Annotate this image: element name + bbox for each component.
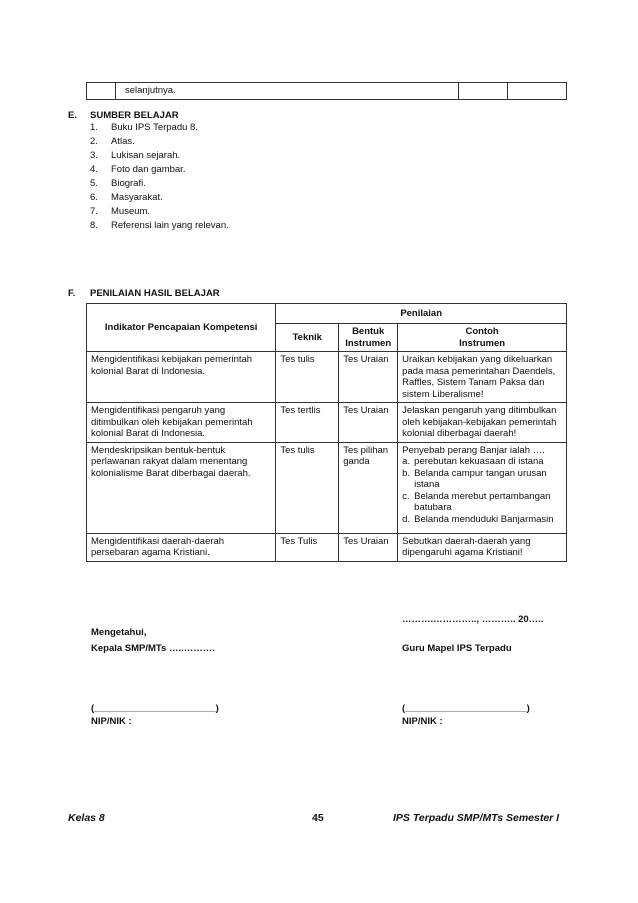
cell-teknik: Tes tulis (276, 442, 339, 533)
cell-contoh (398, 442, 567, 533)
list-item: 2. Atlas. (90, 136, 135, 147)
cell-bentuk: Tes Uraian (339, 403, 398, 443)
option-d: d. Belanda menduduki Banjarmasin (402, 513, 554, 525)
header-contoh: Contoh Instrumen (398, 324, 567, 352)
top-table-fragment (86, 82, 567, 100)
section-f-letter: F. (68, 288, 76, 299)
cell-indikator: Mengidentifikasi kebijakan pemerintah kolonial Barat di Indonesia. (87, 352, 276, 403)
list-item: 7. Museum. (90, 206, 151, 217)
section-e-title: SUMBER BELAJAR (90, 110, 179, 121)
cell-teknik: Tes Tulis (276, 533, 339, 561)
cell-teknik: Tes tulis (276, 352, 339, 403)
option-c: c. Belanda merebut pertambangan batubara (402, 490, 551, 513)
cell-indikator: Mendeskripsikan bentuk-bentuk perlawanan rakyat dalam menentang kolonialisme Barat diberbagai daerah. (87, 442, 276, 533)
cell-contoh: Jelaskan pengaruh yang ditimbulkan oleh kebijakan-kebijakan pemerintah kolonial diberbagai daerah! (398, 403, 567, 443)
top-cell-4 (508, 83, 567, 100)
place-date: ……….………….., ……….. 20….. (402, 614, 544, 625)
sign-right-name: (_______________________) (402, 703, 530, 714)
sign-left-nip: NIP/NIK : (91, 716, 132, 727)
table-row (87, 403, 567, 443)
top-cell-1 (87, 83, 116, 100)
section-e-letter: E. (68, 110, 77, 121)
cell-teknik: Tes tertlis (276, 403, 339, 443)
section-f-title: PENILAIAN HASIL BELAJAR (90, 288, 220, 299)
footer-right: IPS Terpadu SMP/MTs Semester I (393, 812, 560, 824)
sumber-belajar-list (90, 121, 229, 233)
header-bentuk: Bentuk Instrumen (339, 324, 398, 352)
list-item: 6. Masyarakat. (90, 192, 163, 203)
cell-bentuk: Tes Uraian (339, 533, 398, 561)
cell-indikator: Mengidentifikasi pengaruh yang ditimbulkan oleh kebijakan pemerintah kolonial Barat di Indonesia. (87, 403, 276, 443)
cell-bentuk: Tes Uraian (339, 352, 398, 403)
sign-left-line1: Mengetahui, (91, 627, 147, 638)
cell-contoh: Sebutkan daerah-daerah yang dipengaruhi agama Kristiani! (398, 533, 567, 561)
header-penilaian: Penilaian (276, 304, 567, 324)
table-row (87, 352, 567, 403)
option-a: a. perebutan kekuasaan di istana (402, 456, 544, 467)
header-teknik: Teknik (276, 324, 339, 352)
sign-right-nip: NIP/NIK : (402, 716, 443, 727)
question-text: Penyebab perang Banjar ialah …. (402, 444, 545, 456)
list-item: 8. Referensi lain yang relevan. (90, 220, 229, 231)
list-item: 5. Biografi. (90, 178, 146, 189)
top-cell-3 (459, 83, 508, 100)
sign-left-line2: Kepala SMP/MTs …..………. (91, 643, 215, 654)
footer-page-number: 45 (312, 812, 324, 824)
cell-bentuk: Tes pilihan ganda (339, 442, 398, 533)
cell-contoh: Uraikan kebijakan yang dikeluarkan pada masa pemerintahan Daendels, Raffles, Sistem Tanam Paksa dan sistem Liberalisme! (398, 352, 567, 403)
list-item: 3. Lukisan sejarah. (90, 150, 181, 161)
top-cell-text: selanjutnya. (116, 83, 459, 100)
sign-right-line1: Guru Mapel IPS Terpadu (402, 643, 512, 654)
sign-left-name: (_______________________) (91, 703, 219, 714)
table-row (87, 442, 567, 533)
cell-indikator: Mengidentifikasi daerah-daerah persebaran agama Kristiani. (87, 533, 276, 561)
option-b: b. Belanda campur tangan urusan istana (402, 467, 547, 490)
penilaian-table (86, 303, 567, 562)
footer-left: Kelas 8 (68, 812, 105, 824)
list-item: 1. Buku IPS Terpadu 8. (90, 122, 198, 133)
header-indikator: Indikator Pencapaian Kompetensi (87, 304, 276, 352)
table-row (87, 533, 567, 561)
list-item: 4. Foto dan gambar. (90, 164, 186, 175)
